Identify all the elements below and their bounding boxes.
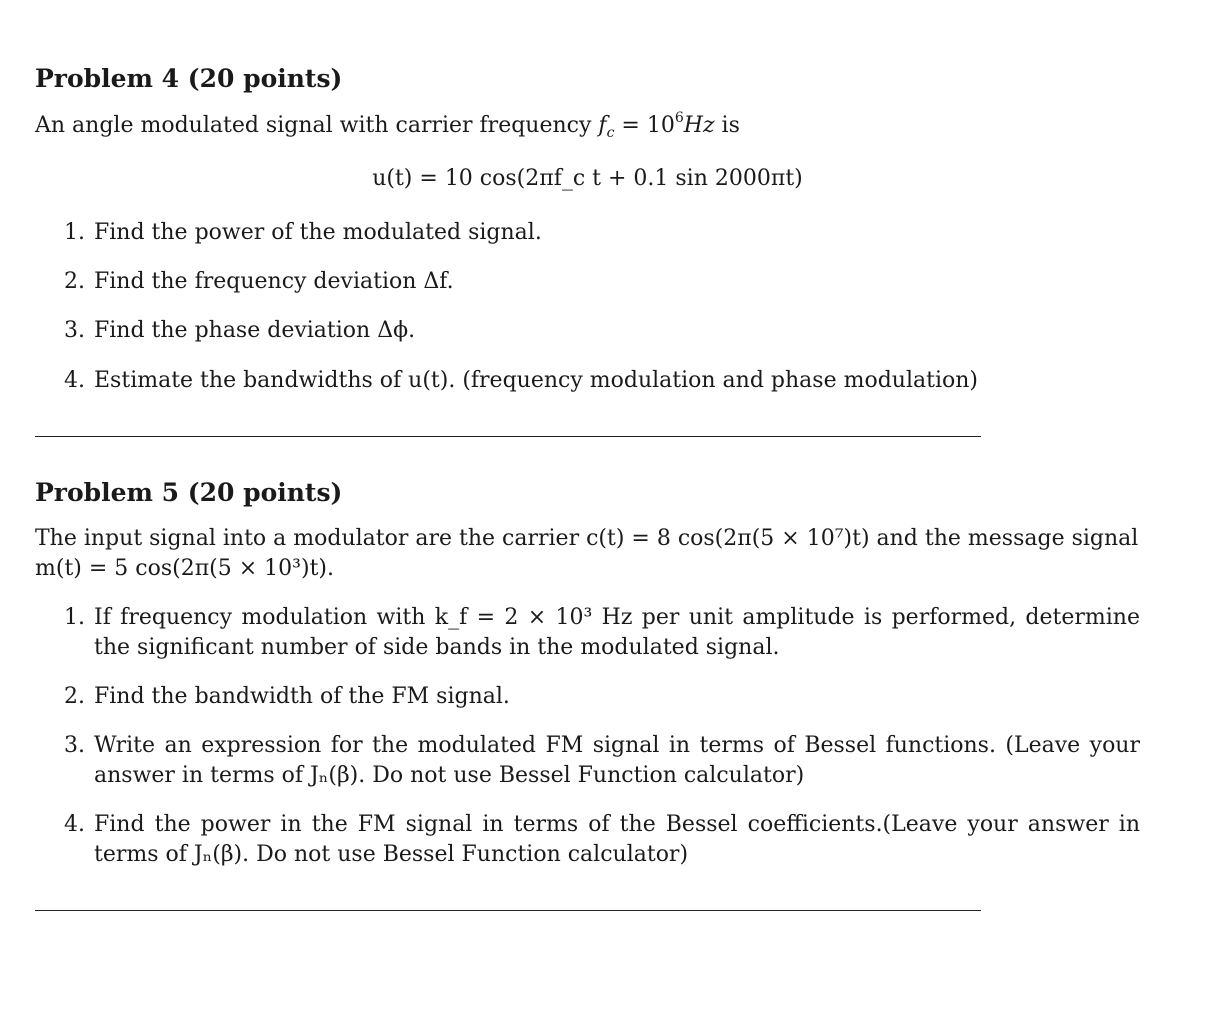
list-item: 4. Find the power in the FM signal in terms of the Bessel coefficients.(Leave your answer in terms of Jₙ(β). Do not use Bessel Function calculator)	[64, 812, 1140, 867]
problem5-intro-line2: m(t) = 5 cos(2π(5 × 10³)t).	[35, 556, 334, 581]
section-divider	[35, 910, 981, 911]
problem5-intro-line1: The input signal into a modulator are the carrier c(t) = 8 cos(2π(5 × 10⁷)t) and the message signal	[35, 526, 1139, 551]
problem4-equation-text: u(t) = 10 cos(2πf_c t + 0.1 sin 2000πt)	[372, 166, 803, 191]
problem4-intro: An angle modulated signal with carrier frequency $f_c = 10^6Hz$ is	[35, 110, 740, 141]
list-item: 2. Find the frequency deviation Δf.	[64, 269, 454, 294]
problem4-equation	[35, 166, 1140, 191]
list-item: 1. Find the power of the modulated signal.	[64, 220, 542, 245]
problem5-title: Problem 5 (20 points)	[35, 478, 343, 507]
list-item: 3. Write an expression for the modulated FM signal in terms of Bessel functions. (Leave your answer in terms of Jₙ(β). Do not use Bessel Function calculator)	[64, 733, 1140, 788]
list-item: 3. Find the phase deviation Δϕ.	[64, 318, 416, 343]
section-divider	[35, 436, 981, 437]
problem4-title: Problem 4 (20 points)	[35, 64, 343, 93]
list-item: 1. If frequency modulation with k_f = 2 × 10³ Hz per unit amplitude is performed, determine the significant number of side bands in the modulated signal.	[64, 605, 1140, 660]
list-item: 4. Estimate the bandwidths of u(t). (frequency modulation and phase modulation)	[64, 368, 978, 393]
list-item: 2. Find the bandwidth of the FM signal.	[64, 684, 510, 709]
